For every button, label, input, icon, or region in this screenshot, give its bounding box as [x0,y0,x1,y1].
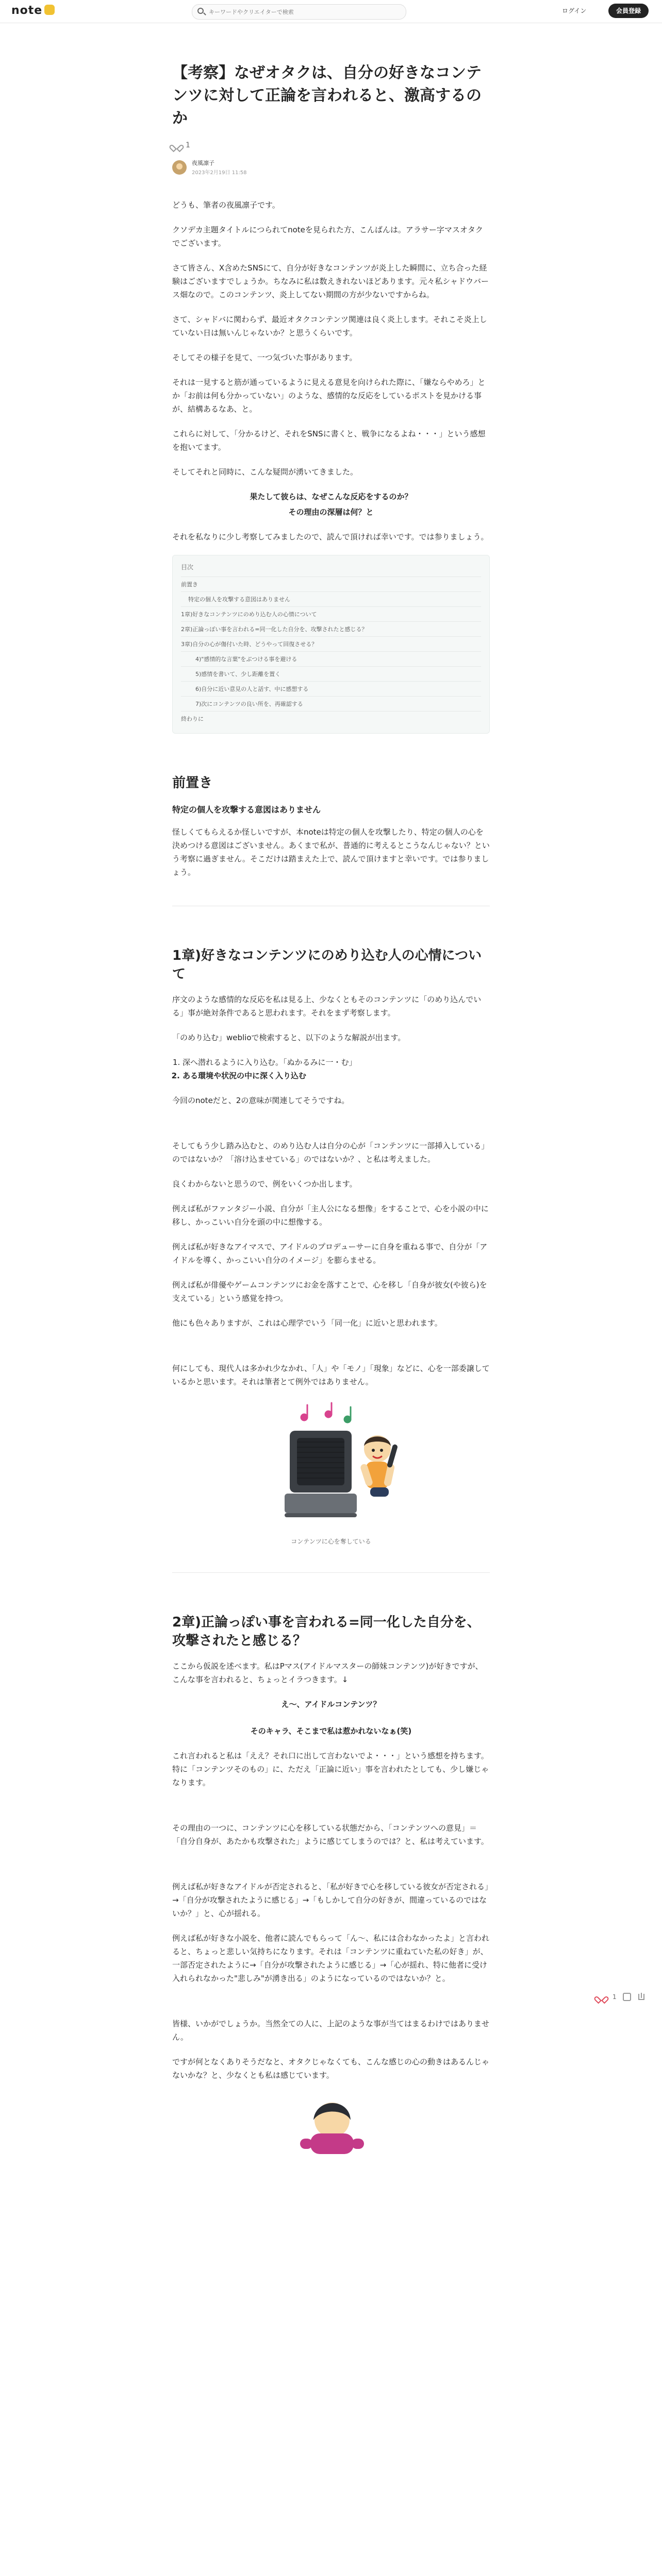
paragraph: クソデカ主題タイトルにつられてnoteを見られた方、こんばんは。アラサー字マスオタクでございます。 [172,225,483,248]
subsection-heading: 特定の個人を攻撃する意図はありません [172,805,321,815]
emphasis-question: 果たして彼らは、なぜこんな反応をするのか？ [250,492,412,501]
figure-caption: コンテンツに心を奪している [291,1538,371,1545]
paragraph: さて皆さん、X含めたSNSにて、自分が好きなコンテンツが炎上した瞬間に、立ち合った経験はございますでしょうか。ちなみに私は数えきれないほどあります。元々私シャドウバース畑なので。このコンテンツ、炎上してない期間の方が少ないですからね。 [172,263,489,299]
paragraph: 例えば私が好きなアイマスで、アイドルのプロデューサーに自身を重ねる事で、自分が「アイドルを導く、かっこいい自分のイメージ」を膨らませる。 [172,1242,488,1265]
section-heading: 1章)好きなコンテンツにのめり込む人の心情について [172,948,482,982]
search-box[interactable] [192,4,406,20]
toc-item[interactable]: 前置き [181,577,481,591]
toc-item[interactable]: 3章)自分の心が傷付いた時、どうやって回復させる？ [181,636,481,651]
logo-badge-icon [44,5,55,15]
toc-item[interactable]: 7)次にコンテンツの良い所を、再確認する [181,696,481,711]
heart-icon[interactable] [597,1992,606,2002]
search-input[interactable] [208,7,401,17]
list-item: 2. ある環境や状況の中に深く入り込む [183,1069,490,1082]
illustration-figure-2 [172,2093,490,2157]
paragraph: 今回のnoteだと、2の意味が関連してそうですね。 [172,1096,350,1105]
paragraph: 例えば私が俳優やゲームコンテンツにお金を落すことで、心を移し「自身が彼女(や彼ら)を支えている」という感覚を持つ。 [172,1280,487,1303]
side-like-count: 1 [613,1993,617,2001]
paragraph: そしてそれと同時に、こんな疑問が湧いてきました。 [172,467,358,477]
search-icon [197,8,204,14]
avatar[interactable] [172,160,187,175]
toc-item[interactable]: 4)"感情的な言葉"をぶつける事を避ける [181,651,481,666]
paragraph: それを私なりに少し考察してみましたので、読んで頂ければ幸いです。では参りましょう。 [172,532,489,541]
definition-list [183,1056,490,1082]
logo-text: note [11,4,43,17]
paragraph: 例えば私がファンタジー小説、自分が「主人公になる想像」をすることで、心を小説の中に移し、かっこいい自分を頭の中に想像する。 [172,1204,489,1227]
paragraph: 序文のような感情的な反応を私は見る上、少なくともそのコンテンツに「のめり込んでいる」事が絶対条件であると思われます。それをまず考察します。 [172,995,482,1018]
paragraph: 何にしても、現代人は多かれ少なかれ、「人」や「モノ」「現象」などに、心を一部委譲しているかと思います。それは筆者とて例外ではありません。 [172,1364,490,1386]
paragraph: それは一見すると筋が通っているように見える意見を向けられた際に、「嫌ならやめろ」とか「お前は何も分かっていない」のような、感情的な反応をしているポストを見かける事が、結構あるなあ、と。 [172,378,486,414]
article [172,62,490,2175]
tv-illustration [254,1400,408,1529]
section-heading: 2章)正論っぽい事を言われる=同一化した自分を、攻撃されたと感じる？ [172,1615,481,1649]
paragraph: ここから仮説を述べます。私はPマス(アイドルマスターの師妹コンテンツ)が好きですが、こんな事を言われると、ちょっとイラつきます。↓ [172,1662,483,1684]
toc-item[interactable]: 1章)好きなコンテンツにのめり込む人の心情について [181,606,481,621]
paragraph: その理由の一つに、コンテンツに心を移している状態だから、「コンテンツへの意見」＝「自分自身が、あたかも攻撃された」ように感じてしまうのでは？と、私は考えています。 [172,1823,489,1846]
paragraph: さて、シャドバに関わらず、最近オタクコンテンツ関連は良く炎上します。それこそ炎上していない日は無いんじゃないか？と思うくらいです。 [172,315,487,337]
toc-title: 目次 [181,564,194,571]
note-logo[interactable] [11,4,55,17]
heart-icon[interactable] [172,141,181,150]
toc-item[interactable]: 5)感情を書いて、少し距離を置く [181,666,481,681]
bookmark-icon[interactable] [623,1993,631,2001]
paragraph: 怪しくてもらえるか怪しいですが、本noteは特定の個人を攻撃したり、特定の個人の心を決めつける意図はございません。あくまで私が、普通的に考えるとこうなんじゃない？という考察に過ぎません。そこだけは踏まえた上で、読んで頂けますと幸いです。では参りましょう。 [172,827,490,877]
emphasis-quote: え～、アイドルコンテンツ？ [281,1700,381,1709]
like-count: 1 [186,141,190,149]
side-actions [597,1991,649,2003]
paragraph: 例えば私が好きな小説を、他者に読んでもらって「ん～、私には合わなかったよ」と言われると、ちょっと悲しい気持ちになります。それは「コンテンツに重ねていた私の好き」が、一部否定されたように→「自分が攻撃されたように感じる」→「心が揺れ、特に他者に受け入れられなかった"悲しみ"が湧き出る」のようになっているのではないか？と。 [172,1934,490,1983]
toc-item[interactable]: 6)自分に近い意見の人と話す、中に感想する [181,681,481,696]
paragraph: これ言われると私は「ええ？それ口に出して言わないでよ・・・」という感想を持ちます。特に「コンテンツそのもの」に、ただえ「正論に近い」事を言われたとしても、少し嫌じゃなります。 [172,1751,489,1787]
section-heading: 前置き [172,775,213,791]
paragraph: 皆様、いかがでしょうか。当然全ての人に、上記のような事が当てはまるわけではありません。 [172,2019,490,2042]
toc-item[interactable]: 特定の個人を攻撃する意図はありません [181,591,481,606]
signup-button[interactable]: 会員登録 [608,4,649,18]
toc-item[interactable]: 2章)正論っぽい事を言われる=同一化した自分を、攻撃されたと感じる？ [181,621,481,636]
illustration-figure [172,1400,490,1546]
paragraph: これらに対して、「分かるけど、それをSNSに書くと、戦争になるよね・・・」という感想を抱いてます。 [172,429,486,452]
list-item: 1. 深へ潜れるように入り込む。「ぬかるみに一・む」 [183,1056,490,1069]
article-title: 【考察】なぜオタクは、自分の好きなコンテンツに対して正論を言われると、激高するのか [172,64,482,127]
paragraph: そしてその様子を見て、一つ気づいた事があります。 [172,353,357,362]
emphasis-question: その理由の深層は何？と [288,507,374,517]
publish-date: 2023年2月19日 11:58 [192,170,247,176]
paragraph: 他にも色々ありますが、これは心理学でいう「同一化」に近いと思われます。 [172,1318,442,1328]
paragraph: そしてもう少し踏み込むと、のめり込む人は自分の心が「コンテンツに一部挿入している」のではないか？「溶け込ませている」のではないか？、と私は考えました。 [172,1141,489,1164]
author-info [172,159,490,176]
table-of-contents [172,555,490,734]
paragraph: ですが何となくありそうだなと、オタクじゃなくても、こんな感じの心の動きはあるんじゃないかな？と、少なくとも私は感じています。 [172,2057,490,2080]
person-illustration [264,2093,398,2155]
paragraph: 良くわからないと思うので、例をいくつか出します。 [172,1179,357,1189]
site-header [0,0,662,23]
author-name[interactable]: 夜風凛子 [192,160,214,166]
paragraph: 例えば私が好きなアイドルが否定されると、「私が好きで心を移している彼女が否定される」→「自分が攻撃されたように感じる」→「もしかして自分の好きが、間違っているのではないか？」と、心が揺れる。 [172,1882,489,1918]
divider [172,1572,490,1573]
emphasis-quote: そのキャラ、そこまで私は惹かれないなぁ(笑) [250,1726,412,1736]
login-link[interactable]: ログイン [562,7,587,14]
share-icon[interactable] [637,1993,646,2001]
paragraph: 「のめり込む」weblioで検索すると、以下のような解説が出ます。 [172,1033,406,1042]
like-row [172,138,490,152]
paragraph: どうも、筆者の夜風凛子です。 [172,200,280,210]
toc-item[interactable]: 終わりに [181,711,481,726]
